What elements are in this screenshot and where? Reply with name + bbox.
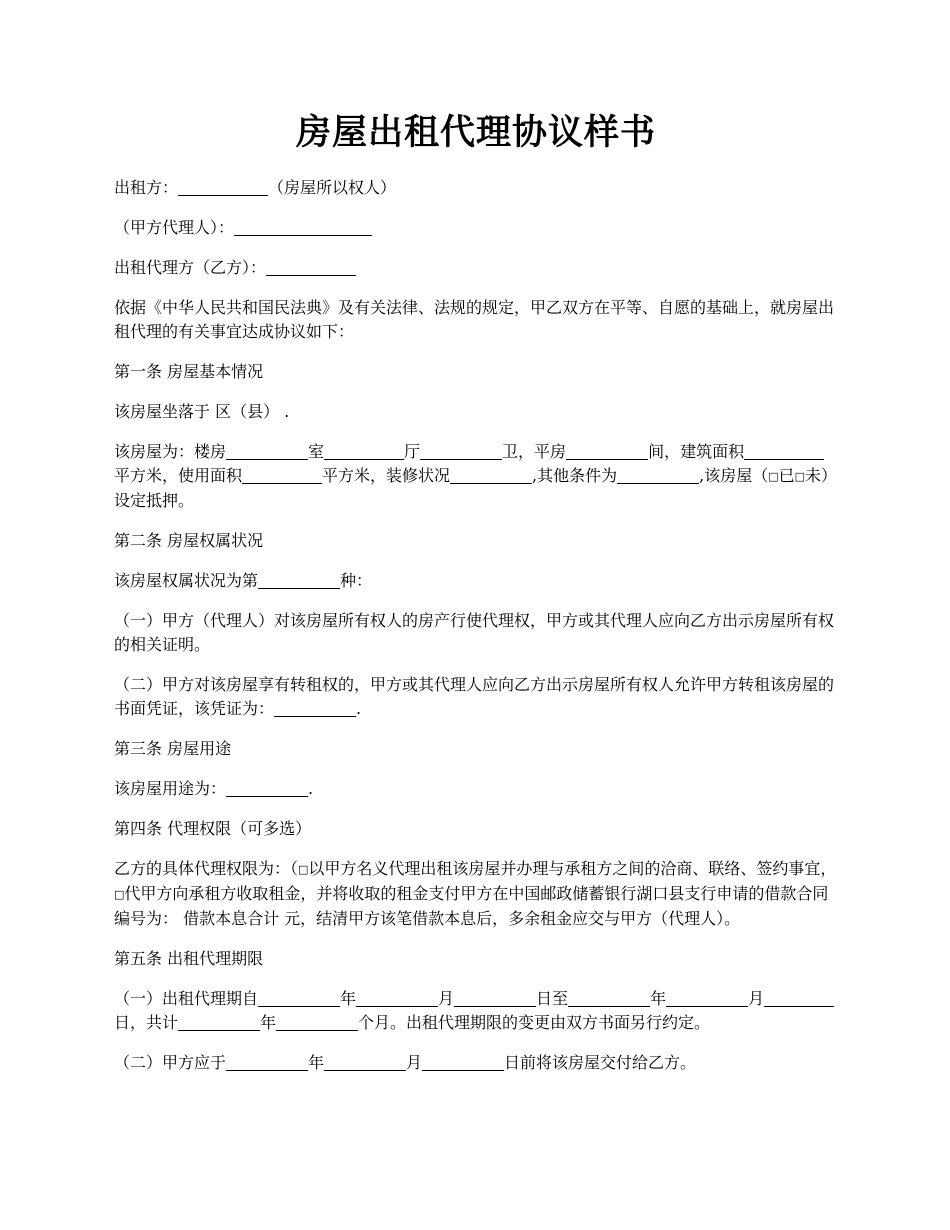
end-day-blank-a xyxy=(764,989,790,1007)
rental-agent-blank xyxy=(266,258,356,276)
house-text-7: 平方米，装修状况 xyxy=(322,466,451,485)
article3-title: 第三条 房屋用途 xyxy=(114,739,232,758)
authority-checkbox-2[interactable]: □ xyxy=(114,888,125,901)
article3-use xyxy=(114,777,838,801)
article2-item1: （一）甲方（代理人）对该房屋所有权人的房产行使代理权，甲方或其代理人应向乙方出示房屋所有权的相关证明。 xyxy=(114,611,835,654)
period-text-6: 月 xyxy=(748,989,765,1008)
end-year-blank xyxy=(568,989,650,1007)
document-title: 房屋出租代理协议样书 xyxy=(295,112,656,153)
house-text-6: 平方米，使用面积 xyxy=(114,466,243,485)
lessor-blank xyxy=(178,178,268,196)
lessor-label: 出租方： xyxy=(114,178,179,197)
decoration-blank xyxy=(450,466,532,484)
article4-body xyxy=(114,857,838,931)
article5-title: 第五条 出租代理期限 xyxy=(114,949,264,968)
period-text-2: 年 xyxy=(340,989,357,1008)
type-text-1: 该房屋权属状况为第 xyxy=(114,571,259,590)
preamble: 依据《中华人民共和国民法典》及有关法律、法规的规定，甲乙双方在平等、自愿的基础上，就房屋出租代理的有关事宜达成协议如下： xyxy=(114,298,835,341)
use-text-2: . xyxy=(308,779,314,798)
building-area-blank-b xyxy=(780,442,824,460)
period-text-7: 日，共计 xyxy=(114,1013,179,1032)
house-text-8: ,其他条件为 xyxy=(532,466,618,485)
delivery-year-blank xyxy=(226,1053,308,1071)
delivery-text-3: 月 xyxy=(406,1053,423,1072)
not-mortgaged-checkbox[interactable]: □ xyxy=(794,470,806,483)
agent-blank xyxy=(234,218,372,236)
mortgaged-checkbox[interactable]: □ xyxy=(768,470,779,483)
delivery-text-4: 日前将该房屋交付给乙方。 xyxy=(504,1053,697,1072)
house-text-3: 厅 xyxy=(404,442,421,461)
period-text-1: （一）出租代理期自 xyxy=(114,989,259,1008)
period-text-9: 个月。出租代理期限的变更由双方书面另行约定。 xyxy=(358,1013,711,1032)
bungalow-blank xyxy=(566,442,648,460)
total-months-blank xyxy=(276,1013,358,1031)
total-years-blank xyxy=(178,1013,260,1031)
type-text-2: 种： xyxy=(340,571,373,590)
house-text-5: 间，建筑面积 xyxy=(648,442,745,461)
house-text-10: 已 xyxy=(778,466,795,485)
certificate-blank xyxy=(274,699,356,717)
period-text-4: 日至 xyxy=(536,989,569,1008)
other-conditions-blank xyxy=(617,466,699,484)
start-year-blank xyxy=(258,989,340,1007)
article1-house xyxy=(114,440,838,513)
rooms-blank xyxy=(226,442,308,460)
delivery-month-blank xyxy=(324,1053,406,1071)
baths-blank xyxy=(420,442,502,460)
article5-item1 xyxy=(114,987,838,1035)
authority-text-1: 乙方的具体代理权限为：（ xyxy=(114,859,299,878)
authority-text-2: 以甲方名义代理出租该房屋并办理与承租方之间的洽商、联络、签约事宜， xyxy=(308,859,837,878)
use-blank xyxy=(226,779,308,797)
period-text-8: 年 xyxy=(260,1013,277,1032)
start-month-blank xyxy=(356,989,438,1007)
type-blank xyxy=(258,571,340,589)
house-text-1: 该房屋为：楼房 xyxy=(114,442,227,461)
item2-text-2: . xyxy=(356,699,362,718)
delivery-text-1: （二）甲方应于 xyxy=(114,1053,227,1072)
agent-line xyxy=(114,216,838,240)
article2-title: 第二条 房屋权属状况 xyxy=(114,531,264,550)
article4-title: 第四条 代理权限（可多选） xyxy=(114,819,312,838)
article5-item2 xyxy=(114,1051,838,1075)
start-day-blank xyxy=(454,989,536,1007)
use-text-1: 该房屋用途为： xyxy=(114,779,227,798)
house-text-4: 卫，平房 xyxy=(502,442,567,461)
lessor-line xyxy=(114,176,838,200)
delivery-day-blank xyxy=(422,1053,504,1071)
house-text-9: ,该房屋（ xyxy=(699,466,769,485)
agent-label: （甲方代理人）： xyxy=(114,218,235,237)
period-text-5: 年 xyxy=(650,989,667,1008)
rental-agent-line xyxy=(114,256,838,280)
article2-item2 xyxy=(114,673,838,721)
house-text-2: 室 xyxy=(308,442,325,461)
article1-location: 该房屋坐落于 区（县） . xyxy=(114,402,290,421)
house-text-11: 未）设定抵押。 xyxy=(114,466,838,510)
delivery-text-2: 年 xyxy=(308,1053,325,1072)
building-area-blank-a xyxy=(744,442,780,460)
end-day-blank-b xyxy=(790,989,834,1007)
article1-title: 第一条 房屋基本情况 xyxy=(114,362,264,381)
period-text-3: 月 xyxy=(438,989,455,1008)
authority-text-3: 代甲方向承租方收取租金，并将收取的租金支付甲方在中国邮政储蓄银行湖口县支行申请的借款合同编号为： 借款本息合计 元，结清甲方该笔借款本息后，多余租金应交与甲方（代理人）。 xyxy=(114,884,829,928)
halls-blank xyxy=(324,442,404,460)
end-month-blank xyxy=(666,989,748,1007)
rental-agent-label: 出租代理方（乙方）： xyxy=(114,258,267,277)
authority-checkbox-1[interactable]: □ xyxy=(298,863,309,876)
item2-text-1: （二）甲方对该房屋享有转租权的，甲方或其代理人应向乙方出示房屋所有权人允许甲方转租该房屋的书面凭证，该凭证为： xyxy=(114,675,835,718)
lessor-suffix: （房屋所以权人） xyxy=(268,178,397,197)
article2-type xyxy=(114,569,838,593)
usable-area-blank xyxy=(242,466,322,484)
